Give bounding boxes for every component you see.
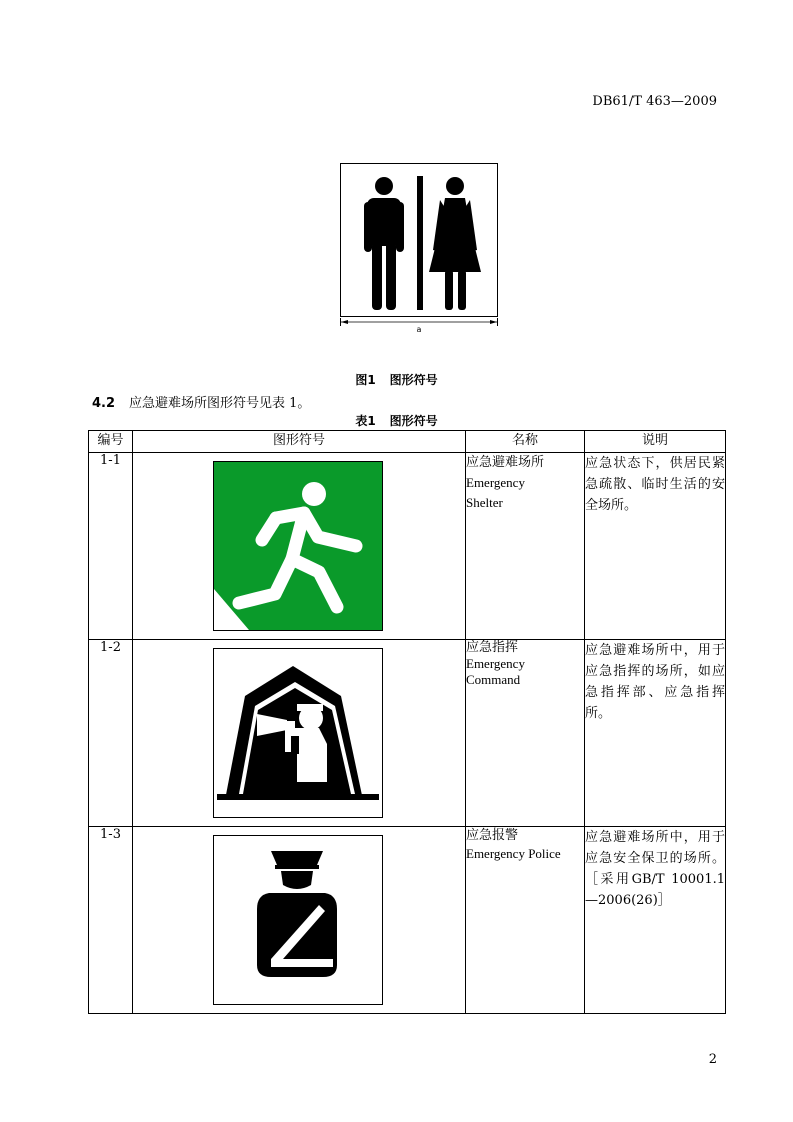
command-tent-megaphone-icon <box>213 648 383 818</box>
symbol-cell <box>133 640 466 827</box>
running-person-exit-icon <box>213 461 383 631</box>
name-en-line2: Shelter <box>466 495 503 510</box>
table-row <box>89 453 726 640</box>
figure-caption <box>0 371 793 388</box>
symbol-box <box>213 461 383 631</box>
header-desc: 说明 <box>585 431 726 453</box>
symbol-box <box>213 835 383 1005</box>
figure-caption-number: 图1 <box>355 373 376 387</box>
name-cn: 应急指挥 <box>466 640 519 655</box>
section-paragraph <box>92 392 310 411</box>
toilet-man-woman-icon <box>341 164 497 316</box>
name-en-line1: Emergency <box>466 475 525 490</box>
dimension-label: a <box>416 325 422 334</box>
symbol-cell <box>133 453 466 640</box>
name-en-line1: Emergency Police <box>466 846 561 861</box>
row-id: 1-1 <box>89 453 133 640</box>
symbol-cell <box>133 827 466 1014</box>
figure-caption-title: 图形符号 <box>389 373 438 387</box>
dimension-line <box>340 318 498 334</box>
row-name <box>466 453 585 640</box>
row-name <box>466 827 585 1014</box>
row-desc: 应急状态下，供居民紧急疏散、临时生活的安全场所。 <box>585 453 726 640</box>
name-en-line2: Command <box>466 672 521 687</box>
header-id: 编号 <box>89 431 133 453</box>
symbol-table <box>88 430 726 1014</box>
toilet-symbol-figure <box>340 163 498 317</box>
table-caption-title: 图形符号 <box>389 414 438 428</box>
section-text: 应急避难场所图形符号见表 1。 <box>129 396 311 411</box>
name-cn: 应急报警 <box>466 828 519 843</box>
page-number: 2 <box>708 1052 717 1067</box>
name-cn: 应急避难场所 <box>466 455 545 470</box>
table-caption <box>0 412 793 429</box>
row-id: 1-2 <box>89 640 133 827</box>
row-id: 1-3 <box>89 827 133 1014</box>
table-caption-number: 表1 <box>355 414 376 428</box>
table-row <box>89 640 726 827</box>
symbol-box <box>213 648 383 818</box>
table-header-row <box>89 431 726 453</box>
row-desc: 应急避难场所中，用于应急安全保卫的场所。［采用GB/T 10001.1—2006(26)］ <box>585 827 726 1014</box>
section-number: 4.2 <box>92 396 116 411</box>
row-desc: 应急避难场所中，用于应急指挥的场所，如应急指挥部、应急指挥所。 <box>585 640 726 827</box>
header-name: 名称 <box>466 431 585 453</box>
row-name <box>466 640 585 827</box>
table-row <box>89 827 726 1014</box>
document-number: DB61/T 463—2009 <box>592 94 717 109</box>
name-en-line1: Emergency <box>466 656 525 671</box>
header-symbol: 图形符号 <box>133 431 466 453</box>
police-officer-icon <box>213 835 383 1005</box>
